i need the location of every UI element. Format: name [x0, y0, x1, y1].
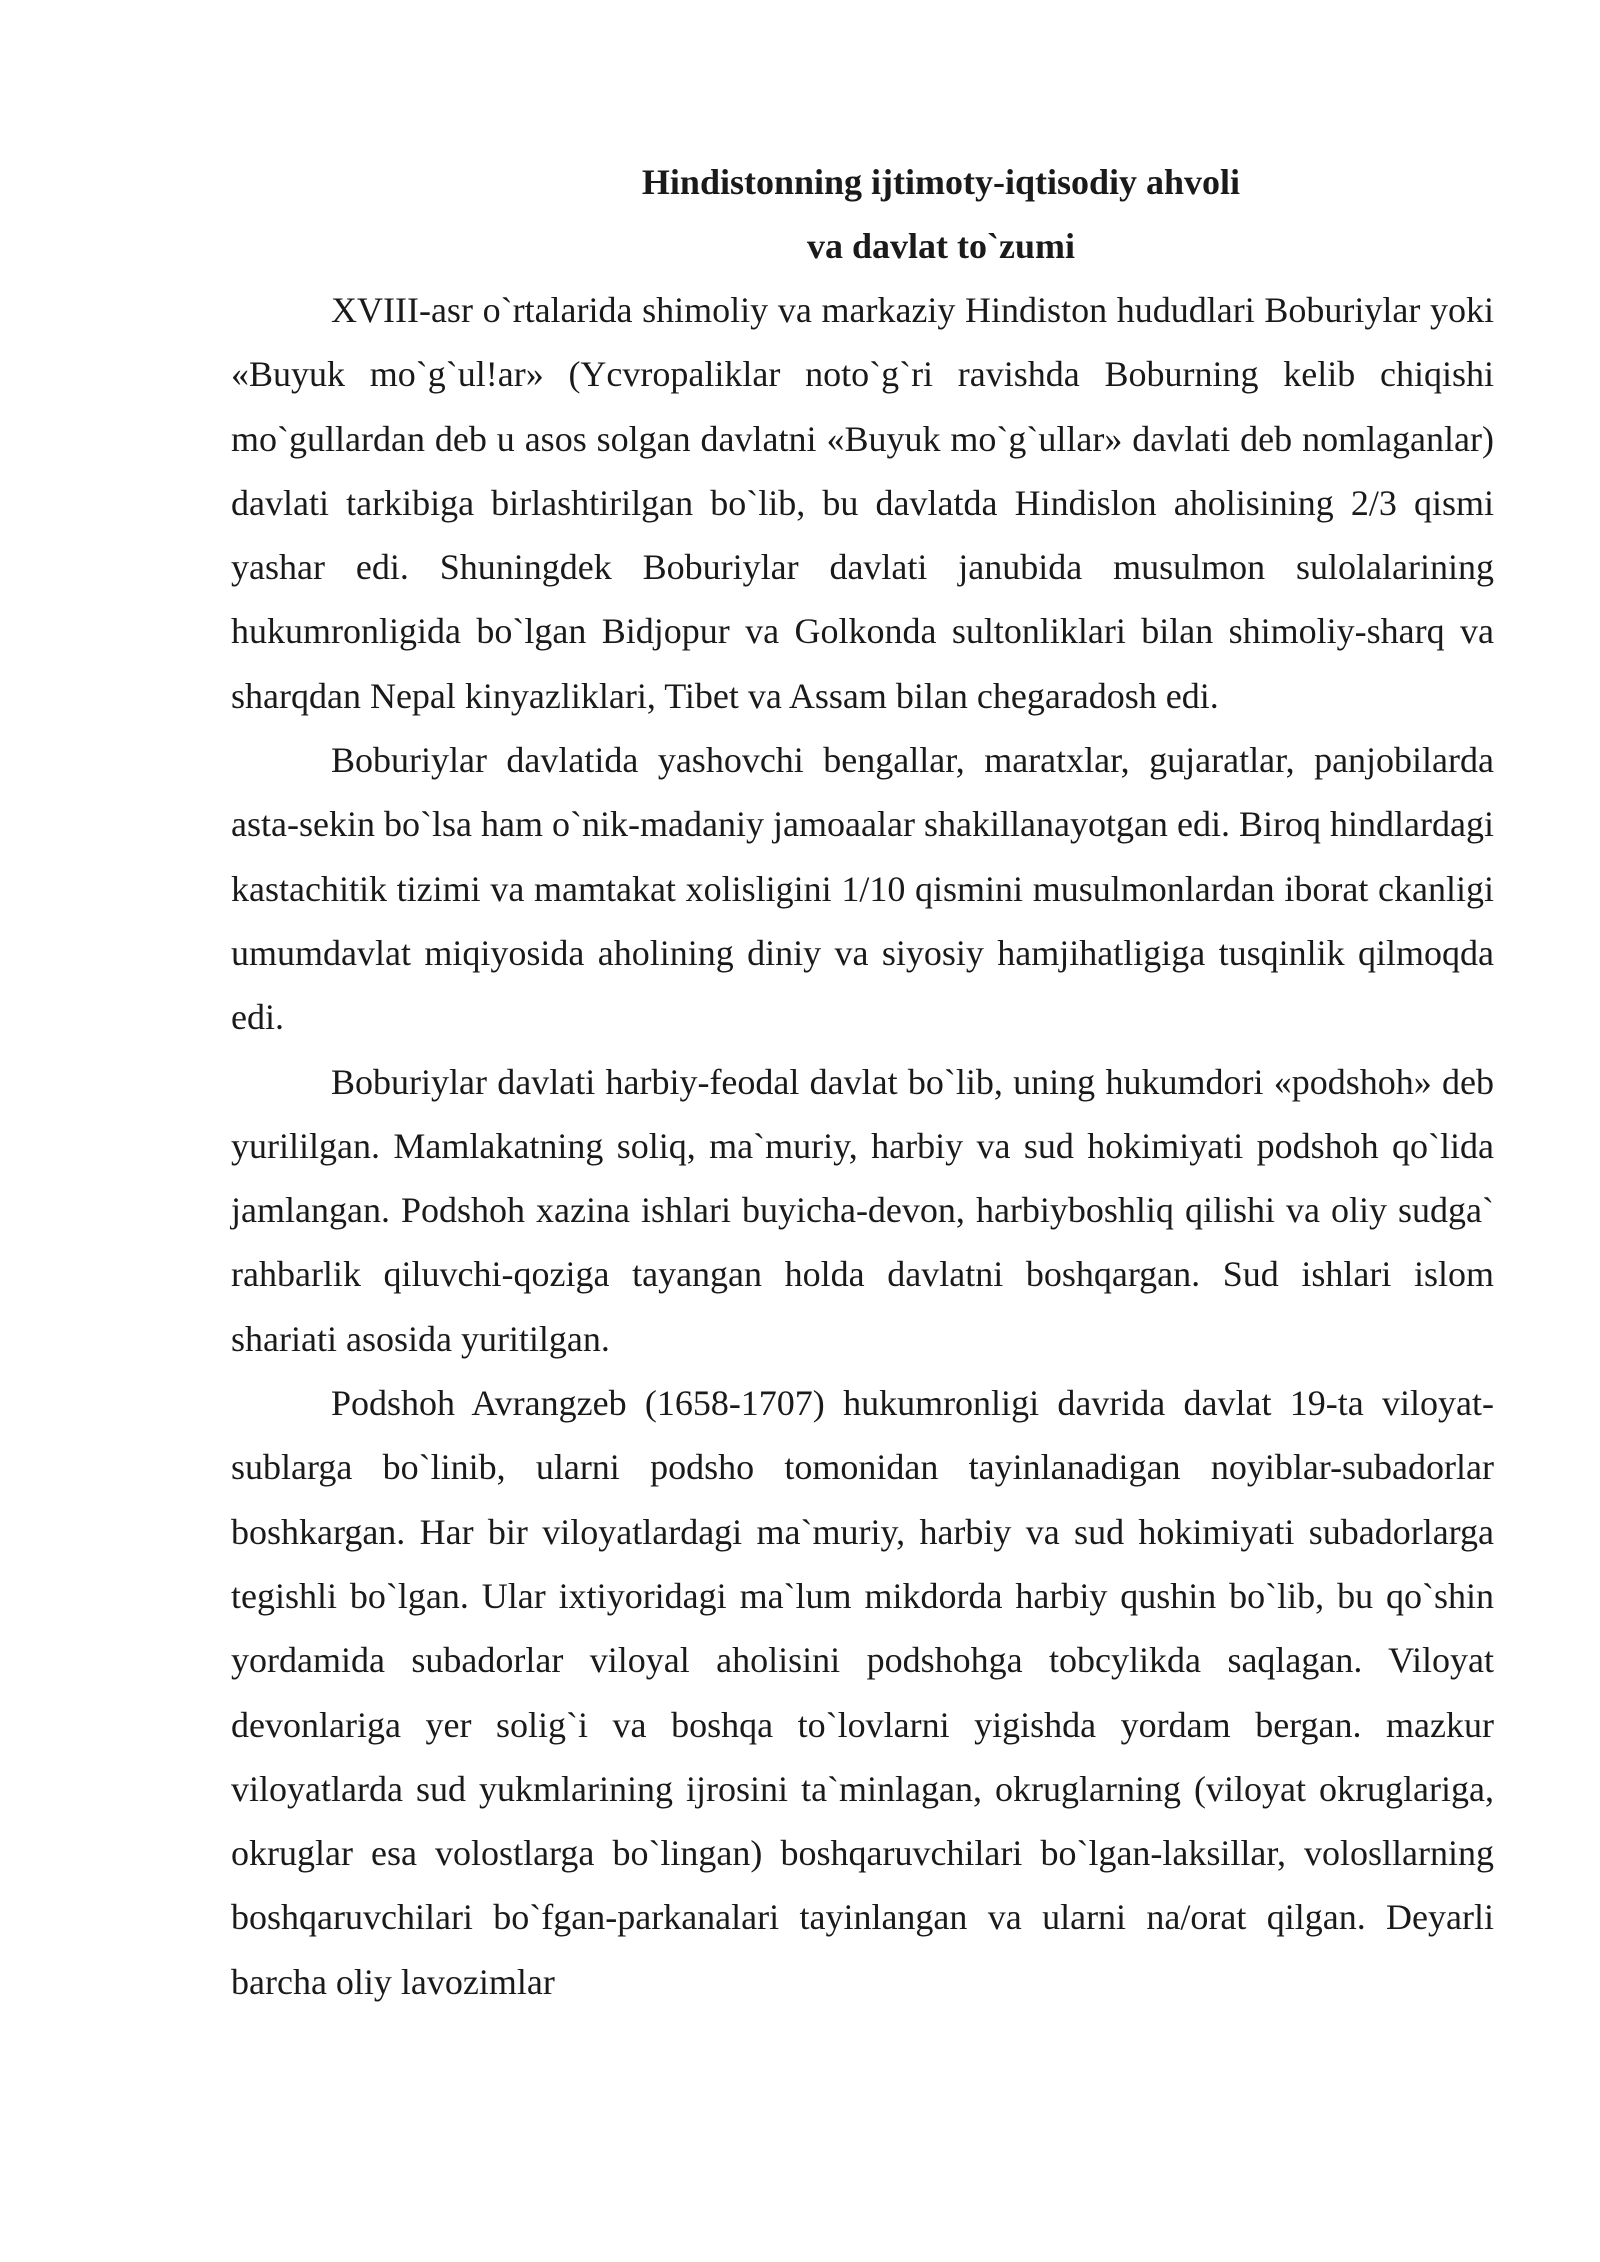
paragraph-1: XVIII-asr o`rtalarida shimoliy va markaziy Hindiston hududlari Boburiylar yoki «Buyuk mo`g`ul!ar» (Ycvropaliklar noto`g`ri ravishda Boburning kelib chiqishi mo`gullardan deb u asos solgan davlatni «Buyuk mo`g`ullar» davlati deb nomlaganlar) davlati tarkibiga birlashtirilgan bo`lib, bu davlatda Hindislon aholisining 2/3 qismi yashar edi. Shuningdek Boburiylar davlati janubida musulmon sulolalarining hukumronligida bo`lgan Bidjopur va Golkonda sultonliklari bilan shimoliy-sharq va sharqdan Nepal kinyazliklari, Tibet va Assam bilan chegaradosh edi. [231, 290, 1494, 716]
paragraph-3: Boburiylar davlati harbiy-feodal davlat bo`lib, uning hukumdori «podshoh» deb yurililgan. Mamlakatning soliq, ma`muriy, harbiy va sud hokimiyati podshoh qo`lida jamlangan. Podshoh xazina ishlari buyicha-devon, harbiyboshliq qilishi va oliy sudga` rahbarlik qiluvchi-qoziga tayangan holda davlatni boshqargan. Sud ishlari islom shariati asosida yuritilgan. [231, 1061, 1494, 1359]
paragraph-2: Boburiylar davlatida yashovchi bengallar, maratxlar, gujaratlar, panjobilarda asta-sekin bo`lsa ham o`nik-madaniy jamoaalar shakillanayotgan edi. Biroq hindlardagi kastachitik tizimi va mamtakat xolisligini 1/10 qismini musulmonlardan iborat ckanligi umumdavlat miqiyosida aholining diniy va siyosiy hamjihatligiga tusqinlik qilmoqda edi. [231, 740, 1494, 1038]
paragraph-4: Podshoh Avrangzeb (1658-1707) hukumronligi davrida davlat 19-ta viloyat-sublarga bo`linib, ularni podsho tomonidan tayinlanadigan noyiblar-subadorlar boshkargan. Har bir viloyatlardagi ma`muriy, harbiy va sud hokimiyati subadorlarga tegishli bo`lgan. Ular ixtiyoridagi ma`lum mikdorda harbiy qushin bo`lib, bu qo`shin yordamida subadorlar viloyal aholisini podshohga tobcylikda saqlagan. Viloyat devonlariga yer solig`i va boshqa to`lovlarni yigishda yordam bergan. mazkur viloyatlarda sud yukmlarining ijrosini ta`minlagan, okruglarning (viloyat okruglariga, okruglar esa volostlarga bo`lingan) boshqaruvchilari bo`lgan-laksillar, volosllarning boshqaruvchilari bo`fgan-parkanalari tayinlangan va ularni na/orat qilgan. Deyarli barcha oliy lavozimlar [231, 1383, 1494, 2002]
document-page [231, 150, 1494, 2014]
title-line-1: Hindistonning ijtimoty-iqtisodiy ahvoli [641, 162, 1241, 202]
title-line-2: va davlat to`zumi [807, 226, 1075, 266]
